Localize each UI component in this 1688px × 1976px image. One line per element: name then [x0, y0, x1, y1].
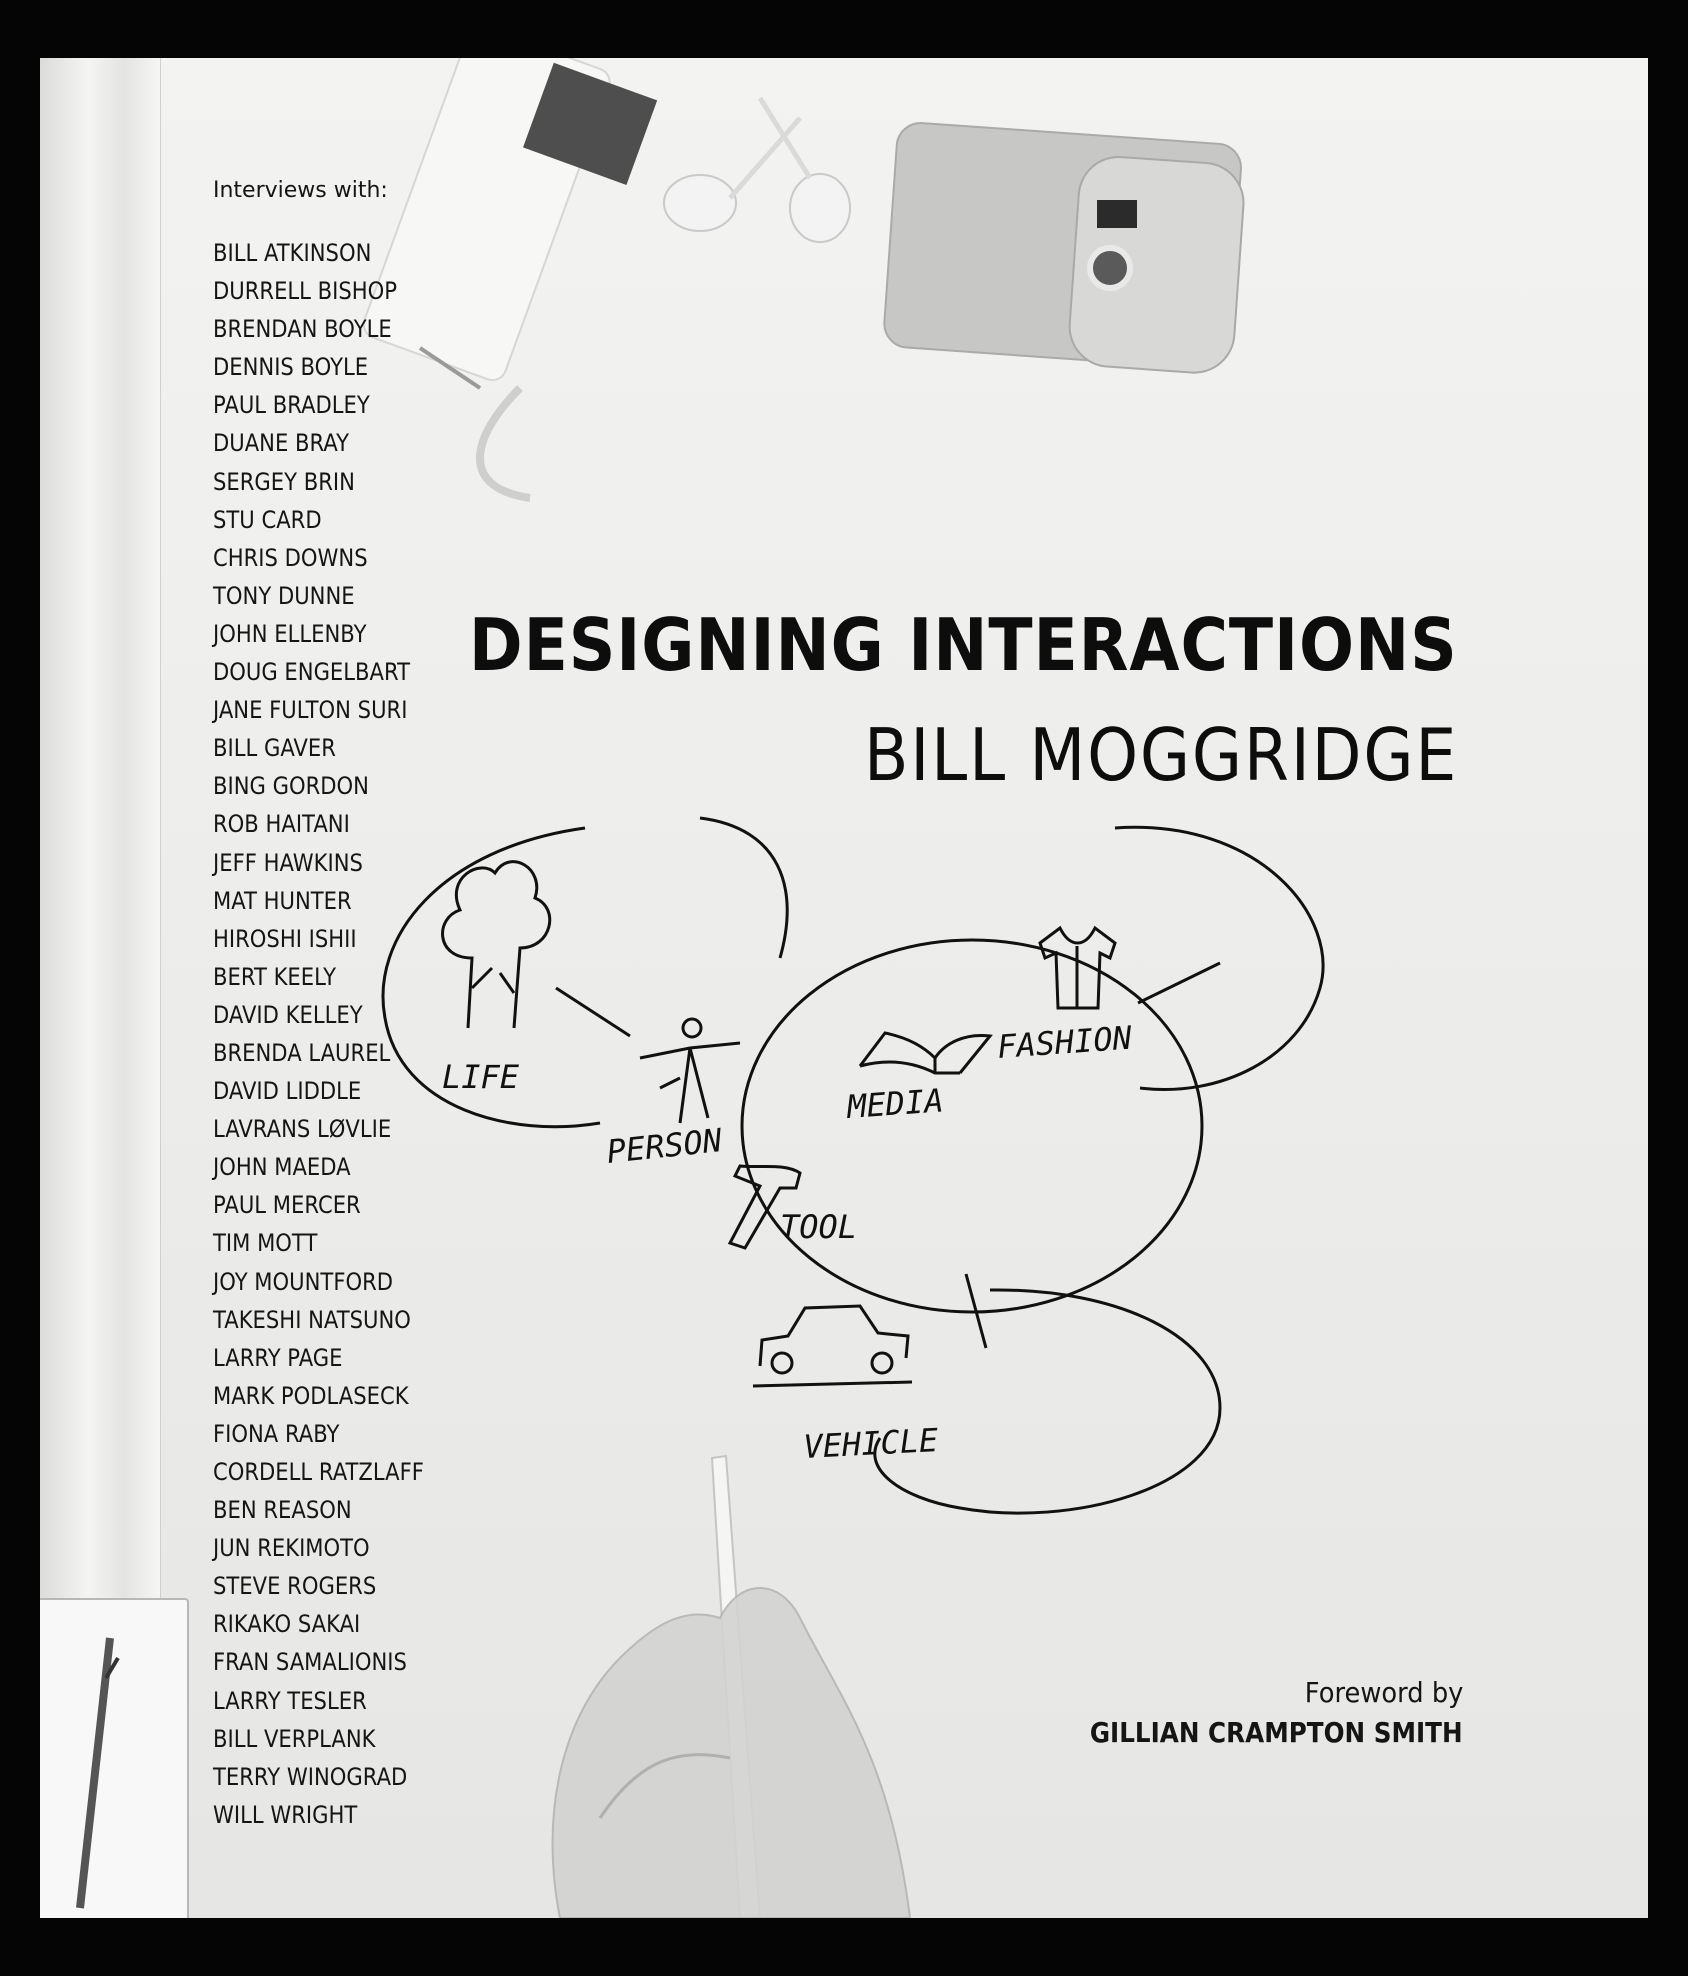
interviewee-name: JOHN ELLENBY [213, 619, 367, 648]
tree-icon [443, 862, 550, 1028]
book-icon [860, 1033, 990, 1073]
interviewee-name: LARRY TESLER [213, 1686, 367, 1715]
interviewee-name: JANE FULTON SURI [213, 696, 408, 725]
interviewee-name: DAVID LIDDLE [213, 1077, 362, 1106]
vehicle-label: VEHICLE [802, 1420, 940, 1466]
interviewee-name: TAKESHI NATSUNO [213, 1305, 411, 1334]
interviewee-name: WILL WRIGHT [213, 1800, 358, 1829]
car-icon [753, 1306, 912, 1386]
foreword-label: Foreword by [1304, 1676, 1463, 1709]
interviewee-name: SERGEY BRIN [213, 467, 355, 496]
tool-label: TOOL [780, 1208, 858, 1246]
interviewee-name: JOY MOUNTFORD [213, 1267, 394, 1296]
interviewee-name: CORDELL RATZLAFF [213, 1458, 424, 1486]
life-label: LIFE [442, 1058, 520, 1096]
interviewee-name: FRAN SAMALIONIS [213, 1648, 407, 1677]
interviewee-name: BILL VERPLANK [213, 1724, 376, 1753]
interviewee-name: LAVRANS LØVLIE [213, 1115, 392, 1144]
hand-with-pen-icon [553, 1456, 911, 1918]
interviewee-name: DURRELL BISHOP [213, 277, 398, 306]
interviewee-name: JOHN MAEDA [213, 1153, 351, 1182]
sketch-diagram [383, 818, 1323, 1513]
interviewee-name: STU CARD [213, 505, 322, 534]
pen-icon [80, 1638, 118, 1908]
interviewee-name: TERRY WINOGRAD [213, 1762, 408, 1791]
camera-phone-icon [883, 121, 1246, 375]
interviewee-name: RIKAKO SAKAI [213, 1610, 361, 1639]
fashion-circle [1115, 827, 1323, 1089]
interviewee-name: LARRY PAGE [213, 1343, 343, 1372]
book-author: BILL MOGGRIDGE [863, 713, 1458, 797]
interviews-heading: Interviews with: [213, 178, 388, 203]
person-icon [640, 1019, 740, 1123]
fashion-media-link [1138, 963, 1220, 1003]
fashion-label: FASHION [995, 1018, 1134, 1066]
interviewee-name: DOUG ENGELBART [213, 658, 411, 687]
interviewee-name: PAUL BRADLEY [213, 391, 370, 420]
interviewee-name: BRENDA LAUREL [213, 1038, 391, 1067]
interviewee-name: FIONA RABY [213, 1419, 340, 1448]
interviewee-name: BING GORDON [213, 772, 369, 801]
book-cover [40, 58, 1648, 1918]
book-title: DESIGNING INTERACTIONS [469, 603, 1458, 687]
media-label: MEDIA [845, 1081, 945, 1126]
interviewee-name: TIM MOTT [213, 1229, 318, 1258]
life-circle-top [700, 818, 787, 958]
interviewee-name: DUANE BRAY [213, 429, 350, 458]
life-person-link [556, 988, 630, 1036]
interviewee-name: BRENDAN BOYLE [213, 315, 392, 344]
interviewee-name: BILL GAVER [213, 734, 336, 763]
interviewee-name: MAT HUNTER [213, 886, 352, 915]
earbuds-icon [664, 98, 850, 242]
interviewees-panel [213, 176, 453, 1834]
shirt-icon [1040, 928, 1115, 1008]
interviewee-name: JEFF HAWKINS [213, 848, 363, 877]
interviewee-name: HIROSHI ISHII [213, 924, 357, 953]
interviewee-name: MARK PODLASECK [213, 1381, 409, 1410]
interviewee-name: ROB HAITANI [213, 810, 350, 839]
interviewee-name: CHRIS DOWNS [213, 543, 368, 572]
interviewee-name: DAVID KELLEY [213, 1000, 363, 1029]
interviewee-name: TONY DUNNE [213, 581, 355, 610]
interviewee-name: PAUL MERCER [213, 1191, 361, 1220]
interviewee-name: BEN REASON [213, 1496, 352, 1525]
interviewee-list [213, 234, 453, 1834]
interviewee-name: BERT KEELY [213, 962, 336, 991]
interviewee-name: BILL ATKINSON [213, 239, 372, 267]
vehicle-circle [875, 1290, 1220, 1513]
person-label: PERSON [604, 1121, 724, 1171]
interviewee-name: DENNIS BOYLE [213, 353, 369, 382]
interviewee-name: STEVE ROGERS [213, 1572, 377, 1601]
person-circle [742, 940, 1202, 1312]
foreword-author: GILLIAN CRAMPTON SMITH [1090, 1716, 1463, 1749]
interviewee-name: JUN REKIMOTO [213, 1534, 370, 1563]
